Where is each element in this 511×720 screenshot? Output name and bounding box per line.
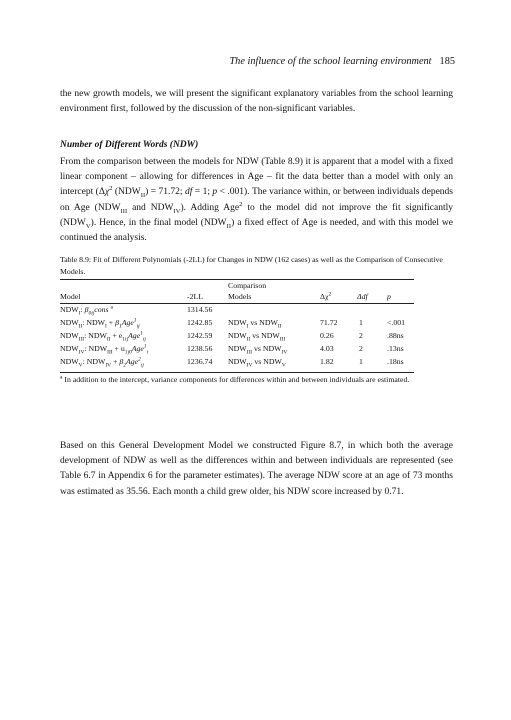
header-2ll: -2LL — [187, 292, 204, 301]
page-number: 185 — [439, 56, 455, 67]
table-row-4-dchi: 4.03 — [320, 344, 334, 353]
table-rule-header — [60, 303, 414, 304]
paragraph-ndw: From the comparison between the models for NDW (Table 8.9) it is apparent that a model with a fixed linear component – allowing for differences in Age – fit the data better than a model with only an intercept ($\Delta\chi^2$ $(NDW_{II}) = 71.72$; df = 1; p < .001). The variance within, or between individuals depends on Age ($NDW_{III}$ and $NDW_{IV}$). Adding Age$^2$ to the model did not improve the fit significantly $(NDW_V)$. Hence, in the final model $(NDW_{II})$ a fixed effect of Age is needed, and with this model we continued the analysis. — [60, 157, 453, 244]
running-title: The influence of the school learning environment — [229, 56, 432, 67]
table-row-3-ddf: 2 — [359, 331, 363, 340]
table-row-4-models: $NDW_{III}$ vs $NDW_{IV}$ — [228, 344, 288, 356]
table-row-5-p: .18ns — [387, 357, 404, 366]
table-row-3-p: .88ns — [387, 331, 404, 340]
table-row-5-ddf: 1 — [359, 357, 363, 366]
header-model: Model — [60, 292, 81, 301]
table-rule-bottom — [60, 372, 414, 373]
running-header — [229, 56, 455, 67]
table-row-4-ddf: 2 — [359, 344, 363, 353]
table-row-3-model: $NDW_{III}$: $NDW_{II} + e_{1ij}Age^1_{ij}$ — [60, 330, 146, 343]
paragraph-general-model: Based on this General Development Model we constructed Figure 8.7, in which both the average development of NDW as well as the differences within and between individuals are represented (see Table 6.7 in Appendix 6 for the parameter estimates). The average NDW score at an age of 73 months was estimated as 35.56. Each month a child grew older, his NDW score increased by 0.71. — [60, 441, 453, 497]
table-row-1-model: $NDW_I$: $\beta_{0ij}cons$ $^a$ — [60, 304, 113, 317]
table-row-5-dchi: 1.82 — [320, 357, 334, 366]
table-row-2-p: <.001 — [387, 318, 406, 327]
table-row-4-model: $NDW_{IV}$: $NDW_{III} + u_{1j0}Age^1_i$ — [60, 343, 149, 356]
header-p: p — [387, 292, 391, 301]
section-heading: Number of Different Words (NDW) — [60, 140, 199, 150]
table-row-5-models: $NDW_{IV}$ vs $NDW_V$ — [228, 357, 286, 369]
table-row-2-models: $NDW_I$ vs $NDW_{II}$ — [228, 318, 282, 330]
table-row-2-dchi: 71.72 — [320, 318, 338, 327]
table-row-5-2ll: 1236.74 — [187, 357, 213, 366]
header-delta-chi: $\Delta\chi^2$ — [320, 291, 332, 301]
table-row-1-2ll: 1314.56 — [187, 305, 213, 314]
table-row-4-p: .13ns — [387, 344, 404, 353]
table-row-2-model: $NDW_{II}$: $NDW_I + \beta_1Age^1_{ij}$ — [60, 317, 140, 330]
header-models: Models — [228, 292, 252, 301]
paragraph-intro: the new growth models, we will present the significant explanatory variables from the school learning environment first, followed by the discussion of the non-significant variables. — [60, 89, 453, 115]
table-rule-top — [60, 279, 414, 280]
table-row-5-model: $NDW_V$: $NDW_{IV} + \beta_2Age^2_{ij}$ — [60, 356, 144, 369]
table-row-3-dchi: 0.26 — [320, 331, 334, 340]
table-row-2-ddf: 1 — [359, 318, 363, 327]
table-caption: Table 8.9: Fit of Different Polynomials (-2LL) for Changes in NDW (162 cases) as well as the Comparison of Consecutive Models. — [60, 255, 443, 276]
table-row-4-2ll: 1238.56 — [187, 344, 213, 353]
header-delta-df: Δdf — [357, 292, 368, 301]
table-row-3-models: $NDW_{II}$ vs $NDW_{III}$ — [228, 331, 286, 343]
table-footnote: $^a$ In addition to the intercept, variance components for differences within and between individuals are estimated. — [60, 374, 410, 384]
header-comparison: Comparison — [228, 281, 267, 290]
table-row-2-2ll: 1242.85 — [187, 318, 213, 327]
table-row-3-2ll: 1242.59 — [187, 331, 213, 340]
